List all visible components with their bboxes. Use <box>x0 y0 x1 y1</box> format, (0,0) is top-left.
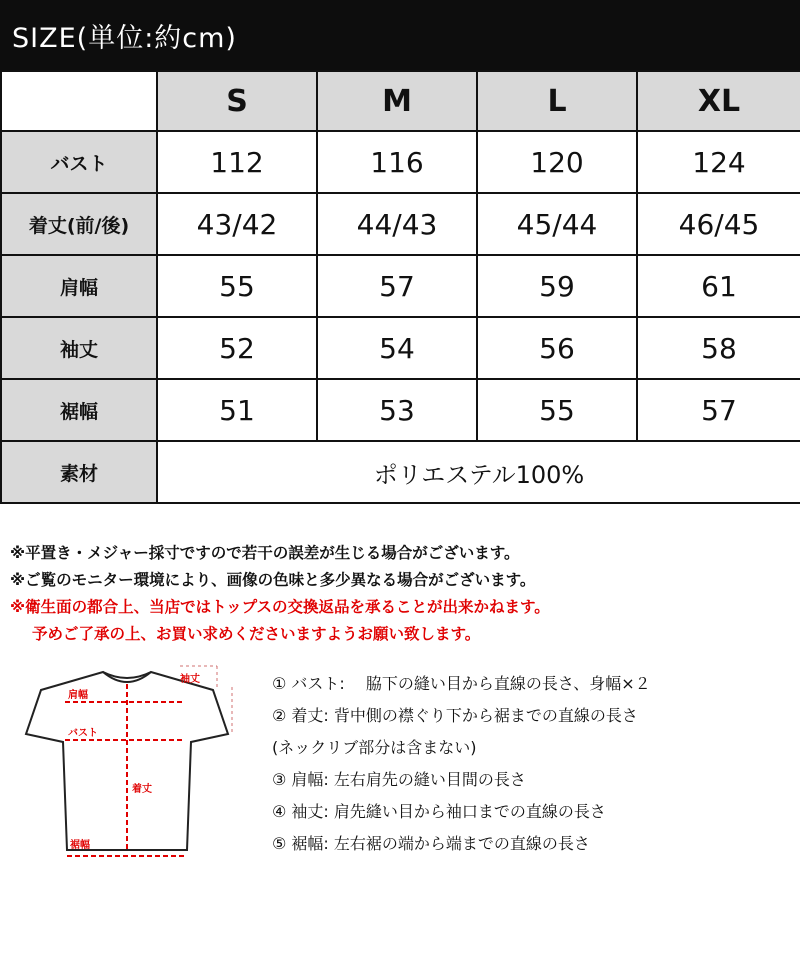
note-acknowledge: 予めご了承の上、お買い求めくださいますようお願い致します。 <box>32 625 481 643</box>
notes <box>10 540 790 648</box>
table-cell: 45/44 <box>477 193 637 255</box>
size-header-row <box>1 71 800 131</box>
table-cell: 43/42 <box>157 193 317 255</box>
size-col-m: M <box>317 71 477 131</box>
label-hem: 裾幅 <box>70 840 90 851</box>
label-bust: バスト <box>68 728 98 739</box>
table-cell: 46/45 <box>637 193 800 255</box>
table-row-length <box>1 193 800 255</box>
definition-bust: ① バスト: 脇下の縫い目から直線の長さ、身幅×２ <box>272 674 651 693</box>
table-cell: 51 <box>157 379 317 441</box>
size-col-s: S <box>157 71 317 131</box>
table-cell: 112 <box>157 131 317 193</box>
table-cell: 55 <box>477 379 637 441</box>
row-label: 着丈(前/後) <box>1 193 157 255</box>
label-shoulder: 肩幅 <box>68 690 88 701</box>
row-label: 裾幅 <box>1 379 157 441</box>
row-label: バスト <box>1 131 157 193</box>
material-value: ポリエステル100% <box>157 441 800 503</box>
table-cell: 57 <box>637 379 800 441</box>
label-length: 着丈 <box>132 784 152 795</box>
table-cell: 53 <box>317 379 477 441</box>
table-cell: 58 <box>637 317 800 379</box>
definition-hem: ⑤ 裾幅: 左右裾の端から端までの直線の長さ <box>272 834 590 853</box>
table-cell: 54 <box>317 317 477 379</box>
size-table <box>0 70 800 504</box>
definition-sleeve: ④ 袖丈: 肩先縫い目から袖口までの直線の長さ <box>272 802 606 821</box>
size-header <box>0 0 800 70</box>
definition-length: ② 着丈: 背中側の襟ぐり下から裾までの直線の長さ <box>272 706 638 725</box>
table-row-hem <box>1 379 800 441</box>
size-title: SIZE(単位:約cm) <box>12 22 237 54</box>
row-label: 肩幅 <box>1 255 157 317</box>
measurement-definitions <box>272 668 792 860</box>
table-cell: 52 <box>157 317 317 379</box>
definition-length-note: (ネックリブ部分は含まない) <box>272 738 477 757</box>
table-cell: 116 <box>317 131 477 193</box>
note-hygiene: ※衛生面の都合上、当店ではトップスの交換返品を承ることが出来かねます。 <box>10 598 550 616</box>
table-row-shoulder <box>1 255 800 317</box>
size-col-l: L <box>477 71 637 131</box>
table-cell: 61 <box>637 255 800 317</box>
table-cell: 124 <box>637 131 800 193</box>
definition-shoulder: ③ 肩幅: 左右肩先の縫い目間の長さ <box>272 770 526 789</box>
table-row-sleeve <box>1 317 800 379</box>
label-sleeve: 袖丈 <box>180 674 200 685</box>
row-label: 素材 <box>1 441 157 503</box>
table-cell: 56 <box>477 317 637 379</box>
table-cell: 55 <box>157 255 317 317</box>
table-cell: 44/43 <box>317 193 477 255</box>
table-cell: 120 <box>477 131 637 193</box>
table-cell: 57 <box>317 255 477 317</box>
note-measurement: ※平置き・メジャー採寸ですので若干の誤差が生じる場合がございます。 <box>10 544 520 562</box>
note-monitor: ※ご覧のモニター環境により、画像の色味と多少異なる場合がございます。 <box>10 571 536 589</box>
table-row-bust <box>1 131 800 193</box>
table-row-material <box>1 441 800 503</box>
table-cell: 59 <box>477 255 637 317</box>
tshirt-diagram <box>20 662 235 867</box>
corner-cell <box>1 71 157 131</box>
size-col-xl: XL <box>637 71 800 131</box>
row-label: 袖丈 <box>1 317 157 379</box>
